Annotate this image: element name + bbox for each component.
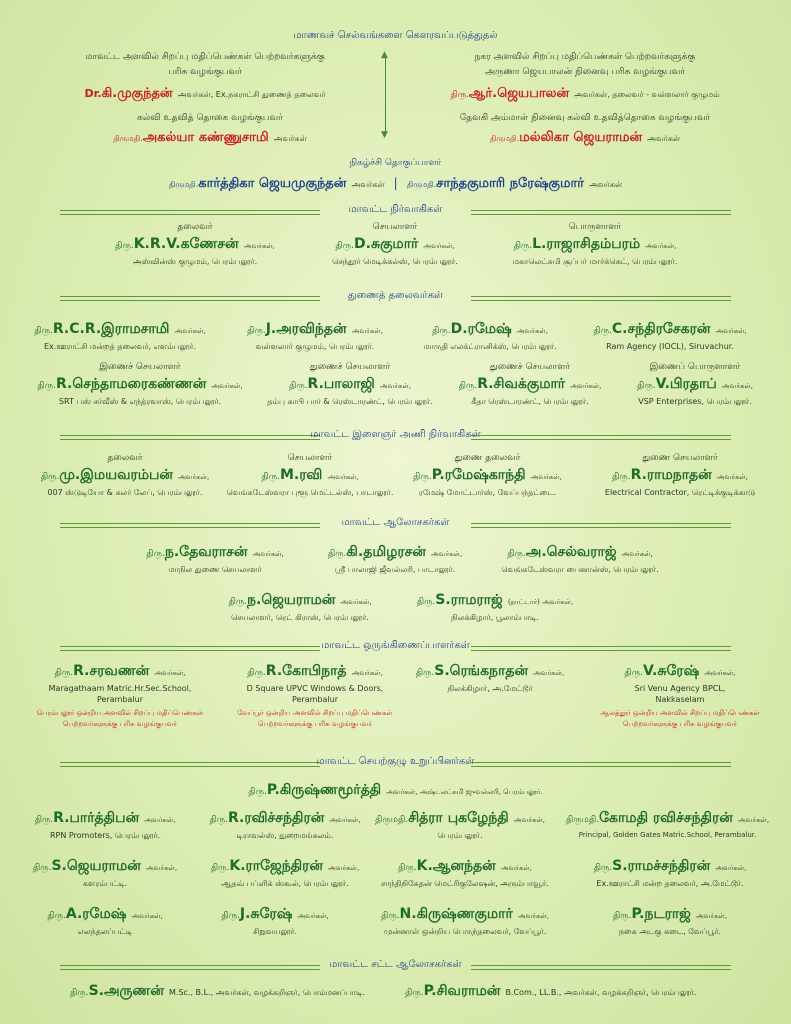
- member-affiliation: சாந்திநிகேதன் மெட்ரிகுலேஷன், அரும்பாவூர்.: [381, 879, 549, 888]
- header-rule-right: [471, 296, 731, 301]
- right-award-line2: அருணா ஜெயபாலன் நினைவு பரிசு வழங்குபவர்: [485, 67, 685, 77]
- section-header-legal-advisors: [60, 959, 731, 973]
- member-affiliation: தம்பு காபி பார் & ரெஸ்டாரண்ட், பெரம்பலூர்.: [267, 397, 433, 406]
- member-affiliation: Ex.ஊராட்சி மன்றத் தலைவர், எளம்பலூர்.: [44, 342, 196, 351]
- member-card: [395, 453, 580, 498]
- member-prefix: திரு.: [209, 815, 229, 825]
- member-prefix: திரு.: [513, 241, 533, 251]
- member-card: [20, 318, 220, 352]
- member-prefix: திரு.: [70, 988, 89, 998]
- member-suffix: அவர்கள்,: [570, 382, 602, 390]
- member-card: [20, 903, 190, 937]
- member-suffix: அவர்கள்,: [328, 864, 360, 872]
- member-prefix: திரு.: [221, 911, 240, 921]
- member-affiliation: Ex.ஊராட்சி மன்ற தலைவர், அ.மேட்டூர்.: [596, 879, 744, 888]
- left-scholarship-block: [60, 113, 360, 146]
- member-card: [20, 807, 190, 841]
- member-prefix: திரு.: [228, 597, 248, 607]
- member-prefix: திரு.: [416, 597, 436, 607]
- member-suffix: அவர்கள்,: [329, 816, 361, 824]
- member-role: துணைச் செயலாளர்: [489, 362, 571, 372]
- member-name: L.ராஜாசிதம்பரம்: [532, 236, 641, 252]
- section-title: மாவட்ட ஒருங்கிணைப்பாளர்கள்: [321, 640, 470, 651]
- member-prefix: திரு.: [327, 549, 347, 559]
- member-prefix: திரு.: [261, 472, 280, 482]
- section-title: துணைத் தலைவர்கள்: [347, 290, 444, 301]
- member-prefix: திரு.: [40, 472, 60, 482]
- member-suffix: அவர்கள்,: [131, 912, 163, 920]
- left-award-name: கி.முகுந்தன்: [101, 86, 173, 101]
- section-header-district-admins: [60, 204, 731, 218]
- anchor1-prefix: திருமதி.: [168, 180, 199, 189]
- right-award-line1: நகர அளவில் சிறப்பு மதிப்பெண்கள் பெற்றவர்களுக்கு: [474, 52, 696, 62]
- member-affiliation: நிலக்கிழார், பூலாம்பாடி.: [451, 613, 539, 622]
- member-name: கோமதி ரவிச்சந்திரன்: [599, 810, 733, 826]
- member-suffix: அவர்கள்,: [351, 669, 383, 677]
- member-affiliation: Maragathaam Matric.Hr.Sec.School,: [48, 684, 192, 693]
- member-card: [225, 318, 405, 352]
- section-header-coordinators: [60, 640, 731, 654]
- right-award-prefix: திரு.: [450, 90, 469, 100]
- member-prefix: திரு.: [593, 863, 613, 873]
- member-prefix: திரு.: [146, 549, 165, 559]
- member-role: துணை செயலாளர்: [642, 453, 718, 463]
- member-card: [400, 589, 590, 623]
- member-prefix: திரு.: [115, 241, 134, 251]
- member-card: [190, 903, 360, 937]
- member-suffix: அவர்கள்,: [516, 327, 548, 335]
- member-suffix: அவர்கள்,: [144, 816, 176, 824]
- member-name: P.கிருஷ்ணமூர்த்தி: [266, 782, 382, 798]
- admin-card: [95, 222, 295, 267]
- anchor2-prefix: திருமதி.: [406, 180, 437, 189]
- member-card: [305, 541, 485, 575]
- member-affiliation: மகாலெட்சுமி சூப்பர் மார்க்கெட், பெரம்பலூர்.: [512, 257, 678, 266]
- member-card: [575, 903, 765, 937]
- member-card: [365, 855, 565, 889]
- member-name: R.பார்த்திபன்: [53, 810, 140, 826]
- legal-advisor: [405, 980, 696, 1001]
- member-affiliation: Principal, Golden Gates Matric.School, Perambalur.: [578, 831, 757, 839]
- member-affiliation: 007 ஸ்டுடியோ & கலர் லேப், பெரம்பலூர்.: [47, 488, 203, 497]
- member-card: [405, 318, 575, 352]
- member-name: R.ராமநாதன்: [630, 467, 712, 483]
- member-prefix: திரு.: [288, 381, 308, 391]
- member-card: [580, 453, 780, 498]
- member-role: தலைவர்: [107, 453, 143, 463]
- member-affiliation: செந்தூர் மெடிக்கல்ஸ், பெரம்பலூர்.: [332, 257, 458, 266]
- member-prefix: திரு.: [458, 381, 478, 391]
- left-award-line2: பரிசு வழங்குபவர்: [168, 67, 242, 77]
- member-role: இணைப் பொருளாளர்: [649, 362, 741, 372]
- member-suffix: அவர்கள்,: [716, 473, 748, 481]
- member-name: R.செந்தாமரைகண்ணன்: [55, 376, 207, 392]
- member-suffix: அவர்கள்,: [252, 550, 284, 558]
- member-name: C.சந்திரசேகரன்: [611, 321, 711, 337]
- member-suffix: அவர்கள்,: [154, 669, 186, 677]
- member-affiliation: RPN Promoters, பெரம்பலூர்.: [49, 831, 161, 840]
- member-prefix: திரு.: [415, 668, 435, 678]
- member-name: D.சுகுமார்: [354, 236, 419, 252]
- member-role: செயலாளர்: [372, 222, 418, 232]
- member-affiliation-line2: Perambalur: [291, 695, 338, 704]
- member-card: [260, 362, 440, 407]
- section-title: மாவட்ட நிர்வாகிகள்: [348, 204, 443, 215]
- member-role: துணை தலைவர்: [454, 453, 521, 463]
- member-affiliation: எலந்தலப்பட்டி: [77, 927, 133, 936]
- member-affiliation: கீதா ரெஸ்டாரண்ட், பெரம்பலூர்.: [471, 397, 589, 406]
- member-suffix: அவர்கள்,: [431, 550, 463, 558]
- member-affiliation: ஆதவ் பப்ளிக் ஸ்கூல், பெரம்பலூர்.: [221, 879, 349, 888]
- member-suffix: அவர்கள்,: [211, 382, 243, 390]
- member-name: J.அரவிந்தன்: [265, 321, 347, 337]
- member-prefix: திரு.: [398, 863, 417, 873]
- arrow-down-icon: ▼: [381, 130, 388, 140]
- member-suffix: அவர்கள்,: [340, 598, 372, 606]
- member-suffix: அவர்கள்,: [351, 327, 383, 335]
- coordinator-card: [590, 660, 770, 729]
- member-name: R.பாலாஜி: [307, 376, 375, 392]
- admin-card: [300, 222, 490, 267]
- member-prefix: திரு.: [210, 863, 230, 873]
- center-divider: [385, 55, 386, 135]
- member-suffix: அவர்கள்,: [243, 242, 275, 250]
- member-suffix: (நாட்டார்) அவர்கள்,: [507, 598, 574, 606]
- member-suffix: அவர்கள்,: [500, 864, 532, 872]
- member-name: R.ரவிச்சந்திரன்: [228, 810, 325, 826]
- member-name: சித்ரா புகழேந்தி: [408, 810, 509, 826]
- member-role: செயலாளர்: [287, 453, 333, 463]
- member-name: V.சுரேஷ்: [643, 663, 700, 679]
- member-name: கி.தமிழரசன்: [346, 544, 426, 560]
- member-card: [550, 807, 785, 839]
- member-affiliation-line2: Perambalur: [96, 695, 143, 704]
- right-scholarship-name: மல்லிகா ஜெயராமன்: [519, 130, 643, 145]
- anchor-role: நிகழ்ச்சி தொகுப்பாளர்: [349, 158, 442, 168]
- member-card: [355, 903, 575, 937]
- member-affiliation: நிலக்கிழார், அ.மேட்டூர்: [447, 684, 533, 693]
- coordinator-card: [220, 660, 410, 729]
- left-award-line1: மாவட்ட அளவில் சிறப்பு மதிப்பெண்கள் பெற்றவர்களுக்கு: [85, 52, 325, 62]
- member-role: இணைச் செயலாளர்: [99, 362, 181, 372]
- member-affiliation: பெரம்பலூர்.: [437, 831, 483, 840]
- member-affiliation: செயலாளர், ரெட் கிராஸ், பெரம்பலூர்.: [231, 613, 369, 622]
- member-affiliation: வெங்கடேஸ்வரா பைனான்ஸ், பெரம்பலூர்.: [501, 565, 659, 574]
- award-note-line2: பெற்றவர்களுக்கு பரிசு வழங்குபவர்: [257, 720, 373, 728]
- member-affiliation: SRT பஸ் சர்வீஸ் & எந்த்ரவாஸ், பெரம்பலூர்.: [58, 397, 222, 406]
- member-suffix: அவர்கள்,: [530, 473, 562, 481]
- member-name: K.R.V.கணேசன்: [133, 236, 239, 252]
- member-name: S.ஜெயராமன்: [51, 858, 141, 874]
- right-scholarship-prefix: திருமதி.: [489, 134, 520, 143]
- member-card: [190, 807, 380, 841]
- member-suffix: அவர்கள்,: [715, 327, 747, 335]
- member-suffix: அவர்கள்,: [721, 382, 754, 390]
- member-name: S.அருணன்: [88, 983, 164, 999]
- award-note-line2: பெற்றவர்களுக்கு பரிசு வழங்குபவர்: [622, 720, 738, 728]
- member-name: S.ராமச்சந்திரன்: [612, 858, 711, 874]
- member-name: R.சிவக்குமார்: [477, 376, 566, 392]
- section-title: மாவட்ட செயற்குழு உறுப்பினர்கள்: [316, 756, 475, 767]
- member-card: [125, 541, 305, 575]
- member-suffix: அவர்கள்,: [517, 912, 550, 920]
- left-award-block: [40, 52, 370, 102]
- member-affiliation: ஸ்ரீ பாலாஜி ஜீவல்லரி, பாடாலூர்.: [334, 565, 456, 574]
- member-card: [485, 541, 675, 575]
- member-suffix: அவர்கள்,: [695, 912, 728, 920]
- member-suffix: அவர்கள்,: [737, 816, 770, 824]
- member-name: ந.ஜெயராமன்: [247, 592, 336, 608]
- member-role: தலைவர்: [177, 222, 213, 232]
- member-affiliation: களரம்பட்டி.: [82, 879, 128, 888]
- left-scholarship-line: கல்வி உதவித் தொகை வழங்குபவர்: [137, 113, 283, 123]
- member-affiliation: Electrical Contractor, ரெட்டிக்குடிக்காடு: [604, 488, 756, 497]
- member-suffix: அவர்கள்,: [174, 327, 206, 335]
- member-card: [225, 453, 395, 498]
- member-affiliation: VSP Enterprises, பெரம்பலூர்.: [638, 397, 752, 406]
- member-suffix: அவர்கள்,: [715, 864, 747, 872]
- arrow-up-icon: ▲: [381, 50, 388, 60]
- anchor1-suffix: அவர்கள்: [351, 180, 385, 189]
- member-card: [365, 807, 555, 841]
- member-prefix: திரு.: [34, 815, 54, 825]
- member-card: [570, 318, 770, 351]
- member-affiliation: சிறுவயலூர்.: [253, 927, 297, 936]
- anchor2-suffix: அவர்கள்: [589, 180, 623, 189]
- member-prefix: திரு.: [247, 326, 266, 336]
- right-award-suffix: அவர்கள், தலைவர் - வள்ளலார் குழுமம்: [574, 90, 720, 99]
- member-prefix: திரு.: [413, 472, 432, 482]
- member-name: V.பிரதாப்: [655, 376, 717, 392]
- member-name: P.நடராஜ்: [631, 906, 691, 922]
- anchor2-name: சாந்தகுமாரி நரேஷ்குமார்: [436, 176, 585, 191]
- header-rule-right: [471, 646, 731, 651]
- member-prefix: திரு.: [335, 241, 354, 251]
- section-header-vice-presidents: [60, 290, 731, 304]
- member-prefix: திரு.: [54, 668, 74, 678]
- member-name: மு.இமயவரம்பன்: [59, 467, 173, 483]
- member-suffix: அவர்கள்,: [423, 242, 455, 250]
- legal-advisor: [70, 980, 365, 1001]
- member-name: ந.தேவராசன்: [164, 544, 248, 560]
- member-card: [190, 855, 380, 889]
- member-affiliation: ரமேஷ் மோட்டார்ஸ், வேப்பந்தட்டை.: [418, 488, 557, 497]
- left-scholarship-suffix: அவர்கள்: [273, 134, 307, 143]
- member-suffix: அவர்கள்,: [297, 912, 329, 920]
- member-affiliation: வள்ளலார் குழுமம், பெரம்பலூர்.: [255, 342, 375, 351]
- member-card: [565, 855, 775, 889]
- right-award-block: [400, 52, 770, 102]
- member-prefix: திரு.: [380, 911, 400, 921]
- member-name: S.ராமராஜ்: [435, 592, 503, 608]
- lead-member: [0, 779, 791, 800]
- member-prefix: திரு.: [248, 787, 267, 797]
- award-note: வேப்பூர் ஒன்றிய அளவில் சிறப்பு மதிப்பெண்கள்: [237, 709, 393, 717]
- member-prefix: திரு.: [37, 381, 56, 391]
- member-affiliation: அஸ்வின்ஸ் குழுமம், பெரம்பலூர்.: [132, 257, 258, 266]
- member-name: R.சரவணன்: [73, 663, 150, 679]
- section-title: மாவட்ட சட்ட ஆலோசகர்கள்: [329, 959, 462, 970]
- left-scholarship-prefix: திருமதி.: [113, 134, 143, 143]
- member-suffix: அவர்கள்,: [645, 242, 677, 250]
- member-card: [20, 362, 260, 407]
- member-role: துணைச் செயலாளர்: [309, 362, 391, 372]
- member-suffix: அவர்கள்,: [379, 382, 412, 390]
- member-name: M.ரவி: [279, 467, 323, 483]
- member-affiliation: வெங்கடேஸ்வரா புளூ மெட்டல்ஸ், பாடாலூர்.: [226, 488, 394, 497]
- member-suffix: அவர்கள்,: [533, 669, 565, 677]
- member-card: [440, 362, 620, 407]
- anchor-row: [0, 172, 791, 192]
- member-prefix: திரு.: [636, 381, 656, 391]
- member-name: S.ரெங்கநாதன்: [434, 663, 529, 679]
- header-rule-right: [471, 210, 731, 215]
- award-note-line2: பெற்றவர்களுக்கு பரிசு வழங்குபவர்: [62, 720, 178, 728]
- member-name: D.ரமேஷ்: [450, 321, 512, 337]
- member-role: பொருளாளர்: [568, 222, 622, 232]
- member-card: [200, 589, 400, 623]
- member-prefix: திரு.: [47, 911, 66, 921]
- header-rule-right: [471, 965, 731, 970]
- member-suffix: அவர்கள்,: [145, 864, 178, 872]
- member-prefix: திரு.: [34, 326, 53, 336]
- anchor1-name: கார்த்திகா ஜெயமுகுந்தன்: [198, 176, 347, 191]
- member-card: [20, 453, 230, 498]
- member-name: R.C.R.இராமசாமி: [52, 321, 170, 337]
- member-affiliation: டிராவல்ஸ், துறைமங்கலம்.: [236, 831, 334, 840]
- member-name: K.ராஜேந்திரன்: [229, 858, 323, 874]
- section-header-executive-committee: [60, 756, 731, 770]
- member-prefix: திரு.: [247, 668, 266, 678]
- section-header-youth-wing: [60, 429, 731, 443]
- member-card: [20, 855, 190, 889]
- member-prefix: திரு.: [624, 668, 643, 678]
- member-name: P.ரமேஷ்காந்தி: [431, 467, 526, 483]
- member-suffix: அவர்கள்,: [704, 669, 736, 677]
- page-title: மாணவச் செல்வங்களை கௌரவப்படுத்துதல்: [293, 30, 498, 41]
- member-affiliation: Ram Agency (IOCL), Siruvachur.: [606, 342, 734, 351]
- member-affiliation: மாநில துணை செயலாளர்: [168, 565, 262, 574]
- right-scholarship-line: தேவகி அம்மாள் நினைவு கல்வி உதவித்தொகை வழங்குபவர்: [459, 113, 711, 123]
- member-suffix: M.Sc., B.L., அவர்கள், வழக்கறிஞர், பொம்மனப்பாடி.: [169, 988, 365, 997]
- member-affiliation: Sri Venu Agency BPCL,: [634, 684, 726, 693]
- award-note: பெரம்பலூர் ஒன்றிய அளவில் சிறப்பு மதிப்பெண்கள்: [36, 709, 204, 717]
- right-award-name: ஆர்.ஜெயபாலன்: [468, 86, 570, 101]
- left-award-suffix: அவர்கள், Ex.நகராட்சி துணைத் தலைவர்: [177, 90, 326, 99]
- header-rule-right: [471, 762, 731, 767]
- member-prefix: திரு.: [507, 549, 526, 559]
- left-award-prefix: Dr.: [84, 87, 102, 100]
- coordinator-card: [405, 660, 575, 694]
- member-suffix: அவர்கள்,: [327, 473, 359, 481]
- member-prefix: திரு.: [432, 326, 451, 336]
- member-prefix: திரு.: [612, 911, 632, 921]
- left-scholarship-name: அகல்யா கண்ணுசாமி: [142, 130, 269, 145]
- member-name: P.சிவராமன்: [423, 983, 501, 999]
- member-name: அ.செல்வராஜ்: [525, 544, 617, 560]
- member-affiliation: நகை அடகு கடை, வேப்பூர்.: [618, 927, 722, 936]
- member-suffix: அவர்கள்,: [178, 473, 210, 481]
- section-title: மாவட்ட இளைஞர் அணி நிர்வாகிகள்: [310, 429, 481, 440]
- member-name: N.கிருஷ்ணகுமார்: [399, 906, 513, 922]
- member-suffix: அவர்கள், அஷ்டலட்சுமி ஜுவல்லரி, பெரம்பலூர்.: [386, 788, 543, 796]
- member-affiliation: D Square UPVC Windows & Doors,: [246, 684, 384, 693]
- member-prefix: திரு.: [593, 326, 612, 336]
- header-rule-right: [471, 523, 731, 528]
- right-scholarship-suffix: அவர்கள்: [647, 134, 681, 143]
- member-affiliation: மாருதி எலக்ட்ரானிக்ஸ், பெரம்பலூர்.: [423, 342, 557, 351]
- admin-card: [480, 222, 710, 267]
- member-prefix: திரு.: [612, 472, 631, 482]
- member-affiliation-line2: Nakkaselam: [655, 695, 705, 704]
- member-name: K.ஆனந்தன்: [416, 858, 496, 874]
- member-affiliation: முன்னாள் ஒன்றிய பெருந்தலைவர், வேப்பூர்.: [383, 927, 547, 936]
- member-name: R.கோபிநாத்: [265, 663, 347, 679]
- member-card: [620, 362, 770, 407]
- coordinator-card: [20, 660, 220, 729]
- member-suffix: அவர்கள்,: [621, 550, 653, 558]
- member-name: J.சுரேஷ்: [239, 906, 293, 922]
- member-suffix: அவர்கள்,: [513, 816, 545, 824]
- right-scholarship-block: [400, 113, 770, 146]
- member-name: A.ரமேஷ்: [65, 906, 127, 922]
- award-note: ஆலத்தூர் ஒன்றிய அளவில் சிறப்பு மதிப்பெண்கள்: [600, 709, 760, 717]
- section-header-advisors: [60, 517, 731, 531]
- section-title: மாவட்ட ஆலோசகர்கள்: [341, 517, 450, 528]
- member-suffix: B.Com., LL.B., அவர்கள், வழக்கறிஞர், பெரம்பலூர்.: [505, 988, 697, 997]
- anchor-separator: |: [393, 176, 398, 190]
- member-prefix: திரு.: [32, 863, 52, 873]
- member-prefix: திருமதி.: [375, 815, 409, 825]
- member-prefix: திரு.: [405, 988, 424, 998]
- member-prefix: திருமதி.: [565, 815, 600, 825]
- header-rule-right: [471, 435, 731, 440]
